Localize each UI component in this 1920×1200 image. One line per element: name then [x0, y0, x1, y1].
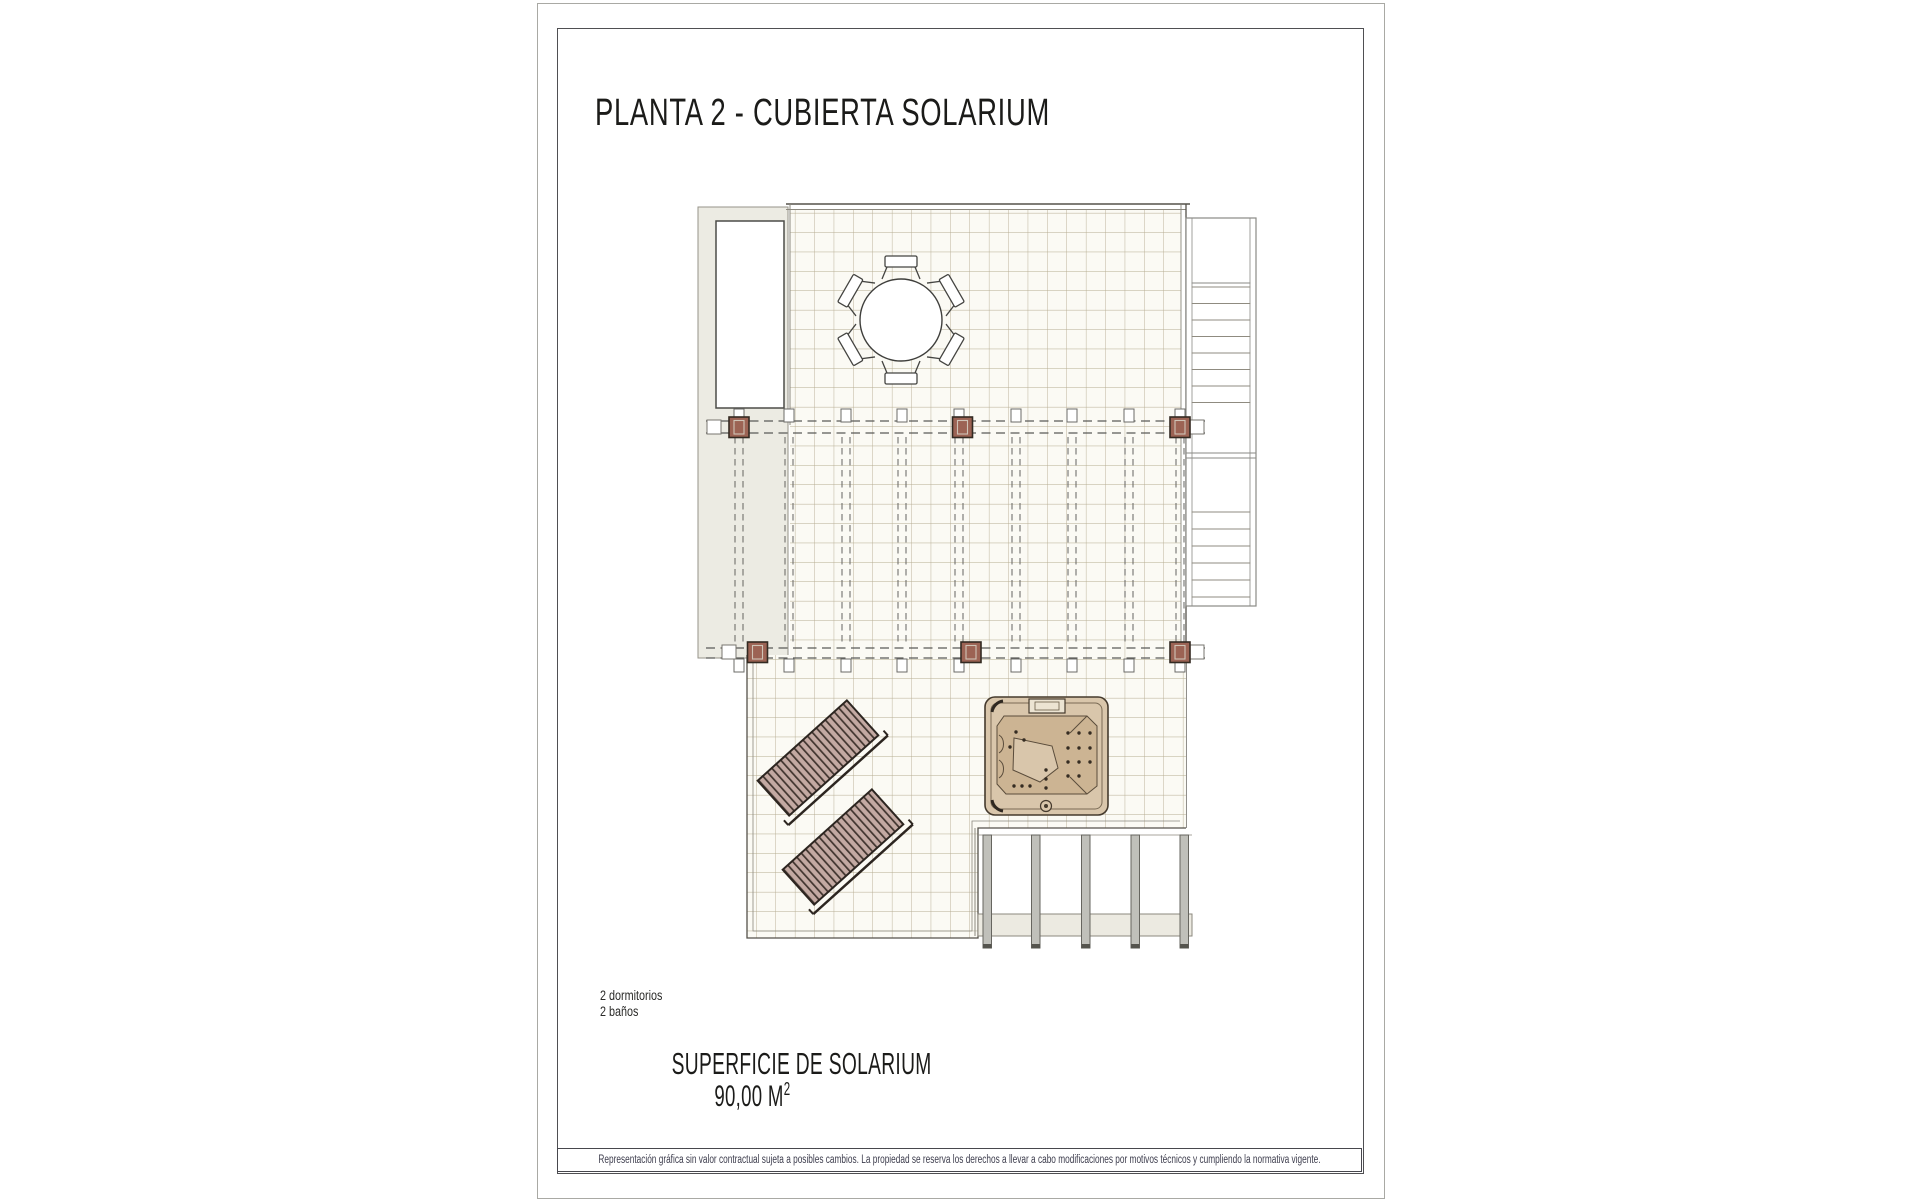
lower-railing-beams [975, 828, 1192, 949]
unit-details [600, 988, 678, 1020]
bathrooms-count: 2 baños [600, 1004, 639, 1019]
beam-caps [983, 944, 1189, 949]
jacuzzi [985, 697, 1108, 815]
page-title: PLANTA 2 - CUBIERTA SOLARIUM [595, 92, 1050, 134]
surface-label: SUPERFICIE DE SOLARIUM [671, 1046, 932, 1081]
round-table [860, 279, 942, 361]
bedrooms-count: 2 dormitorios [600, 988, 663, 1003]
staircase [1186, 218, 1256, 606]
jacuzzi-control-panel [1029, 699, 1065, 713]
disclaimer-text: Representación gráfica sin valor contractual sujeta a posibles cambios. La propiedad se reserva los derechos a llevar a cabo modificaciones por motivos técnicos y cumpliendo la normativa vigente. [598, 1154, 1321, 1166]
surface-value: 90,00 $M^2$ [713, 1078, 791, 1113]
square-meters-exponent: 2 [783, 1078, 791, 1099]
disclaimer-bar [557, 1148, 1362, 1172]
